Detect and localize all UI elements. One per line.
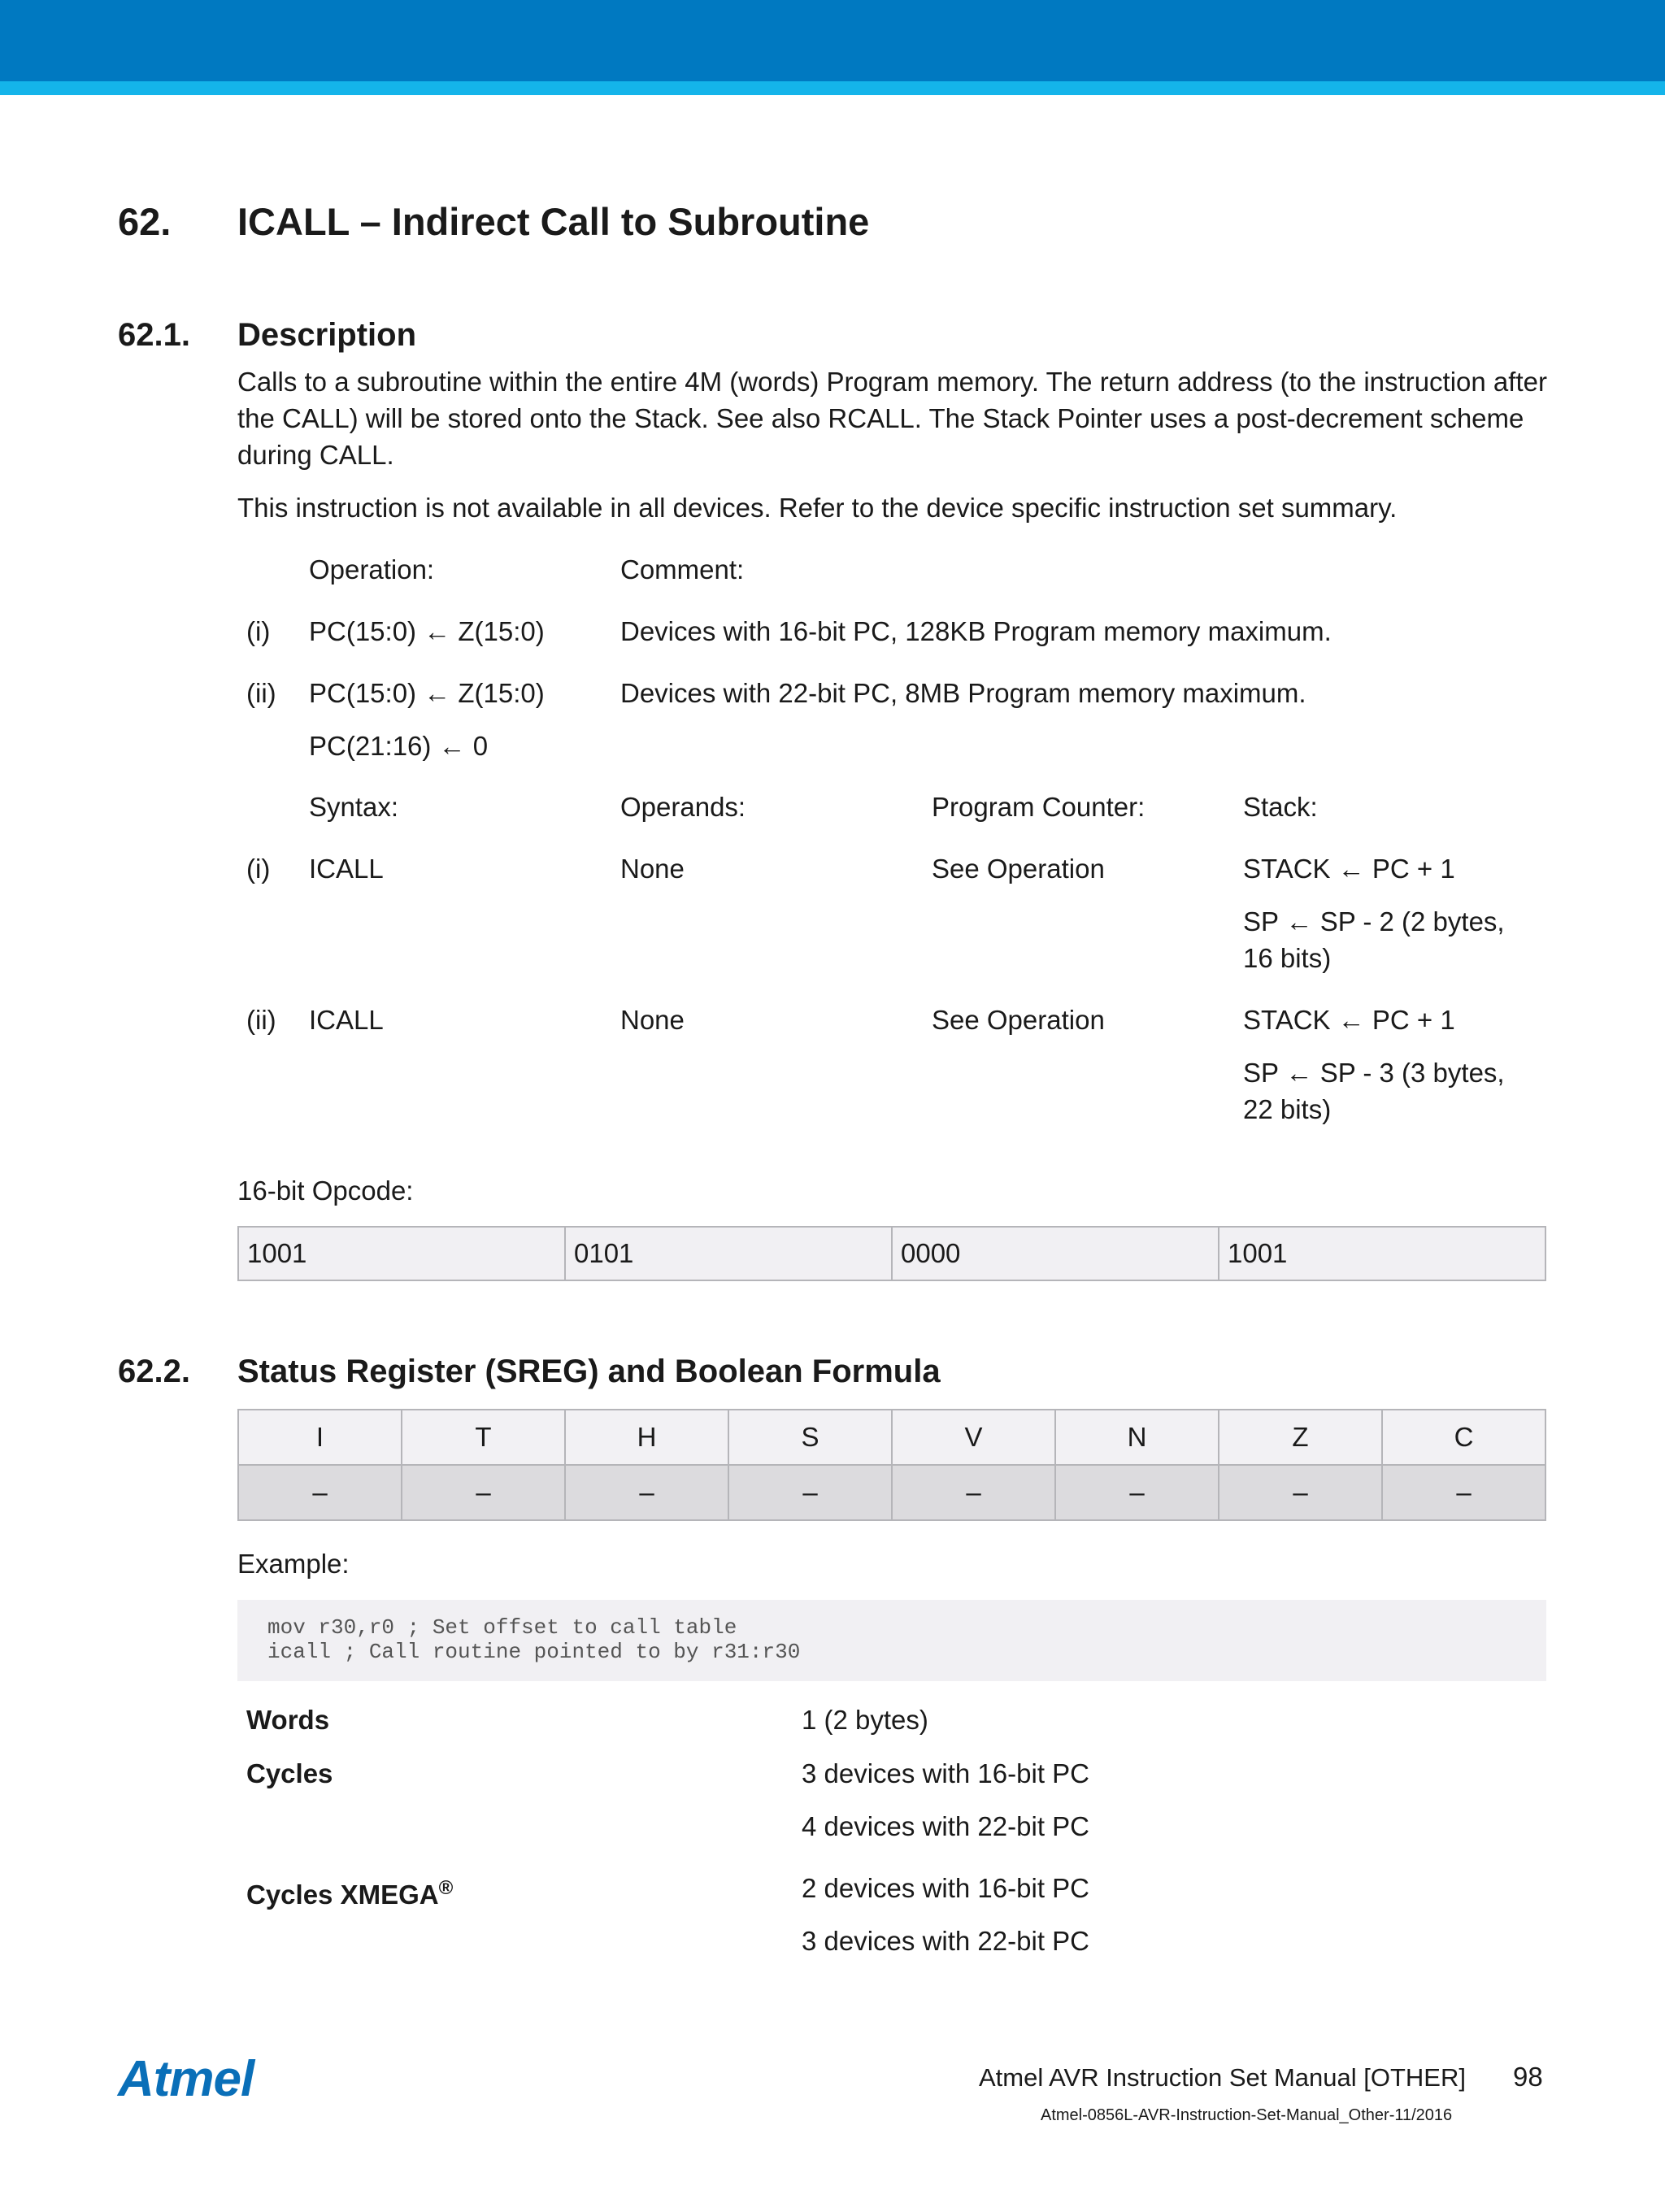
atmel-logo: Atmel (118, 2051, 254, 2107)
xmega-cycles-label (246, 1870, 453, 1913)
sreg-values-row (239, 1466, 1545, 1519)
syntax-row-sp-cont: 16 bits) (1243, 943, 1332, 973)
operation-header: Operation: (309, 554, 435, 585)
syntax-row-index: (i) (246, 854, 271, 884)
syntax-row-operands: None (620, 854, 685, 884)
opcode-cell: 0101 (566, 1228, 893, 1280)
cycles-value: 3 devices with 16-bit PC (802, 1758, 1089, 1788)
opcode-table (237, 1226, 1546, 1281)
opcode-cell: 0000 (893, 1228, 1219, 1280)
sreg-number: 62.2. (118, 1354, 190, 1389)
code-line: mov r30,r0 ; Set offset to call table (267, 1615, 737, 1640)
syntax-row-pc: See Operation (932, 1005, 1105, 1035)
sreg-value: – (1056, 1466, 1219, 1519)
opcode-cell: 1001 (1228, 1238, 1288, 1268)
sreg-flag: C (1454, 1422, 1474, 1452)
syntax-row-sp-cont: 22 bits) (1243, 1094, 1332, 1124)
xmega-cycles-value: 3 devices with 22-bit PC (802, 1926, 1089, 1956)
sreg-value: – (893, 1466, 1056, 1519)
sreg-flag: I (239, 1410, 402, 1464)
opcode-label: 16-bit Opcode: (237, 1176, 414, 1206)
document-id: Atmel-0856L-AVR-Instruction-Set-Manual_Other-11/2016 (1041, 2106, 1453, 2124)
description-paragraph-1: Calls to a subroutine within the entire 4M (words) Program memory. The return address (to the instruction after the CALL) will be stored onto the Stack. See also RCALL. The Stack Pointer uses a post-decrement scheme during CALL. (237, 367, 1547, 470)
opcode-cell: 1001 (239, 1228, 566, 1280)
sreg-flag: N (1056, 1410, 1219, 1464)
sreg-value: – (1456, 1477, 1472, 1507)
sreg-value: – (1219, 1466, 1383, 1519)
footer-manual-title: Atmel AVR Instruction Set Manual [OTHER] (979, 2063, 1466, 2092)
syntax-row-sp: SP ← SP - 3 (3 bytes, (1243, 1058, 1505, 1088)
code-block (237, 1600, 1546, 1681)
sreg-table (237, 1409, 1546, 1521)
xmega-label-text: Cycles XMEGA (246, 1880, 439, 1910)
comment-header: Comment: (620, 554, 745, 585)
operation-row-comment: Devices with 22-bit PC, 8MB Program memory maximum. (620, 678, 1306, 708)
description-paragraph-2: This instruction is not available in all devices. Refer to the device specific instruction set summary. (237, 493, 1398, 523)
operation-row-index: (ii) (246, 678, 276, 708)
syntax-row-sp: SP ← SP - 2 (2 bytes, (1243, 906, 1505, 937)
syntax-row-syntax: ICALL (309, 1005, 384, 1035)
example-label: Example: (237, 1549, 350, 1579)
operands-header: Operands: (620, 792, 746, 822)
section-title: ICALL – Indirect Call to Subroutine (237, 200, 870, 243)
sreg-value: – (239, 1466, 402, 1519)
description-title: Description (237, 317, 417, 353)
description-number: 62.1. (118, 317, 190, 353)
sreg-flag: T (402, 1410, 566, 1464)
sreg-flag: Z (1219, 1410, 1383, 1464)
syntax-row-index: (ii) (246, 1005, 276, 1035)
program-counter-header: Program Counter: (932, 792, 1146, 822)
operation-row-op: PC(15:0) ← Z(15:0) (309, 616, 545, 646)
code-line: icall ; Call routine pointed to by r31:r30 (267, 1640, 801, 1664)
section-number: 62. (118, 200, 172, 243)
syntax-row-stack: STACK ← PC + 1 (1243, 854, 1455, 884)
sreg-value: – (566, 1466, 729, 1519)
xmega-cycles-value: 2 devices with 16-bit PC (802, 1873, 1089, 1903)
cycles-label: Cycles (246, 1758, 333, 1788)
words-value: 1 (2 bytes) (802, 1705, 928, 1735)
syntax-row-pc: See Operation (932, 854, 1105, 884)
syntax-header: Syntax: (309, 792, 399, 822)
page-number: 98 (1513, 2062, 1543, 2092)
stack-header: Stack: (1243, 792, 1318, 822)
syntax-row-operands: None (620, 1005, 685, 1035)
sreg-value: – (729, 1466, 893, 1519)
cycles-value: 4 devices with 22-bit PC (802, 1811, 1089, 1841)
syntax-row-syntax: ICALL (309, 854, 384, 884)
operation-row-index: (i) (246, 616, 271, 646)
sreg-flag: S (729, 1410, 893, 1464)
header-accent-line (0, 81, 1665, 95)
syntax-row-stack: STACK ← PC + 1 (1243, 1005, 1455, 1035)
sreg-flag: V (893, 1410, 1056, 1464)
sreg-flags-row (239, 1410, 1545, 1466)
registered-mark: ® (438, 1877, 454, 1899)
sreg-value: – (402, 1466, 566, 1519)
sreg-title: Status Register (SREG) and Boolean Formula (237, 1354, 941, 1389)
operation-row-comment: Devices with 16-bit PC, 128KB Program memory maximum. (620, 616, 1332, 646)
operation-row-op-2: PC(21:16) ← 0 (309, 731, 489, 761)
header-bar (0, 0, 1665, 81)
sreg-flag: H (566, 1410, 729, 1464)
words-label: Words (246, 1705, 330, 1735)
operation-row-op: PC(15:0) ← Z(15:0) (309, 678, 545, 708)
